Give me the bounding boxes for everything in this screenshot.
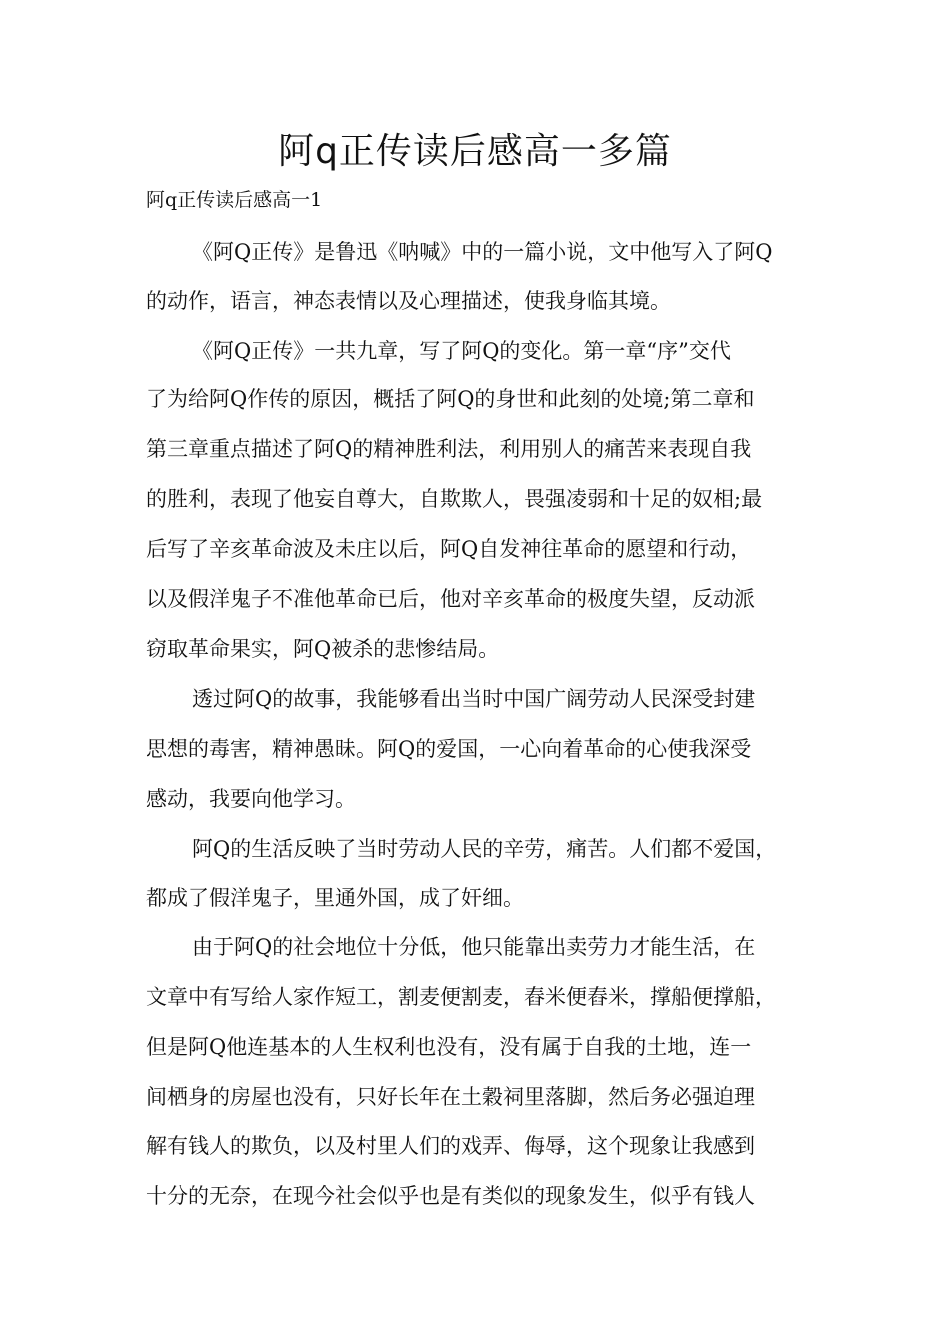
text-line: 由于阿Q的社会地位十分低，他只能靠出卖劳力才能生活，在 xyxy=(192,935,756,959)
text-line: 文章中有写给人家作短工，割麦便割麦，舂米便舂米，撑船便撑船， xyxy=(146,985,776,1009)
text-line: 都成了假洋鬼子，里通外国，成了奸细。 xyxy=(146,886,524,910)
text-line: 第三章重点描述了阿Q的精神胜利法，利用别人的痛苦来表现自我 xyxy=(146,437,752,461)
text-line: 后写了辛亥革命波及未庄以后，阿Q自发神往革命的愿望和行动， xyxy=(146,537,752,561)
text-line: 感动，我要向他学习。 xyxy=(146,787,356,811)
text-line: 间栖身的房屋也没有，只好长年在土穀祠里落脚，然后务必强迫理 xyxy=(146,1085,755,1109)
text-line: 但是阿Q他连基本的人生权利也没有，没有属于自我的土地，连一 xyxy=(146,1035,752,1059)
text-line: 的动作，语言，神态表情以及心理描述，使我身临其境。 xyxy=(146,289,671,313)
text-line: 了为给阿Q作传的原因，概括了阿Q的身世和此刻的处境;第二章和 xyxy=(146,387,755,411)
text-line: 十分的无奈，在现今社会似乎也是有类似的现象发生，似乎有钱人 xyxy=(146,1184,755,1208)
text-line: 阿Q的生活反映了当时劳动人民的辛劳，痛苦。人们都不爱国， xyxy=(192,837,777,861)
text-line: 《阿Q正传》是鲁迅《呐喊》中的一篇小说，文中他写入了阿Q xyxy=(192,240,773,264)
text-line: 以及假洋鬼子不准他革命已后，他对辛亥革命的极度失望，反动派 xyxy=(146,587,755,611)
text-line: 窃取革命果实，阿Q被杀的悲惨结局。 xyxy=(146,637,500,661)
text-line: 思想的毒害，精神愚昧。阿Q的爱国，一心向着革命的心使我深受 xyxy=(146,737,752,761)
text-line: 《阿Q正传》一共九章，写了阿Q的变化。第一章“序”交代 xyxy=(192,339,731,363)
section-heading: 阿q正传读后感高一1 xyxy=(146,189,323,211)
text-line: 解有钱人的欺负，以及村里人们的戏弄、侮辱，这个现象让我感到 xyxy=(146,1134,755,1158)
text-line: 的胜利，表现了他妄自尊大，自欺欺人，畏强凌弱和十足的奴相;最 xyxy=(146,487,763,511)
document-title: 阿q正传读后感高一多篇 xyxy=(278,131,672,172)
text-line: 透过阿Q的故事，我能够看出当时中国广阔劳动人民深受封建 xyxy=(192,687,756,711)
